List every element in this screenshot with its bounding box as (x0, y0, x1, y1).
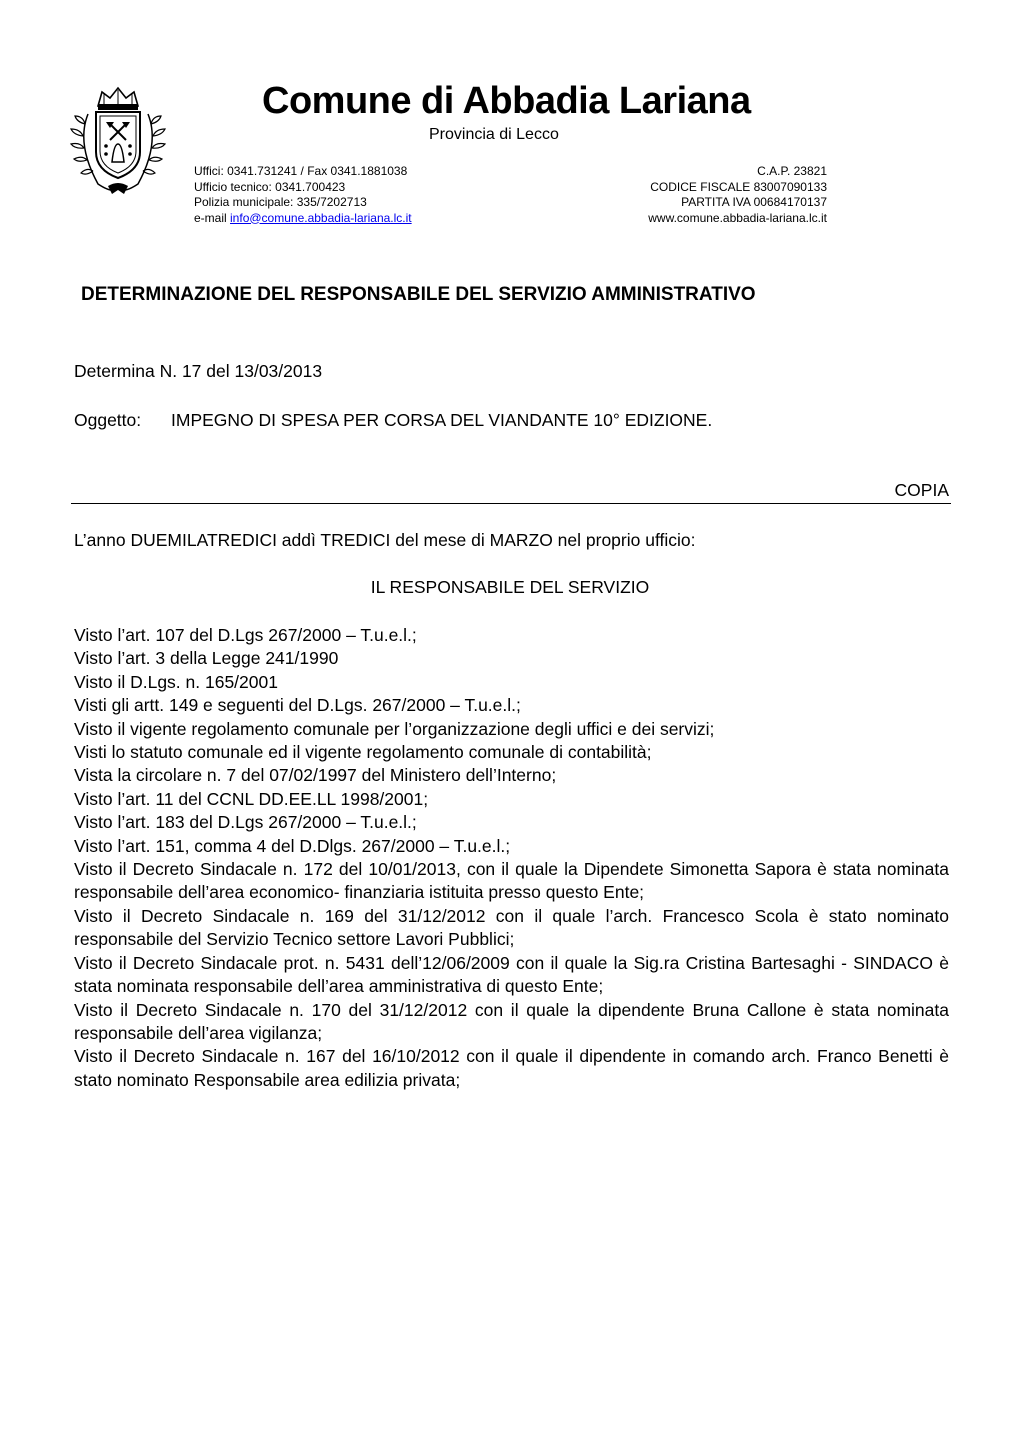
responsabile-heading: IL RESPONSABILE DEL SERVIZIO (370, 577, 650, 597)
oggetto-text: IMPEGNO DI SPESA PER CORSA DEL VIANDANTE 10° EDIZIONE. (171, 410, 713, 430)
email-line (194, 211, 412, 227)
list-item: Visto l’art. 11 del CCNL DD.EE.LL 1998/2001; (74, 788, 429, 809)
vat-text: PARTITA IVA 00684170137 (681, 195, 827, 209)
list-item: Visto il D.Lgs. n. 165/2001 (74, 671, 278, 692)
website-text: www.comune.abbadia-lariana.lc.it (648, 210, 827, 225)
municipality-title: Comune di Abbadia Lariana (262, 80, 751, 122)
intro-text: L’anno DUEMILATREDICI addì TREDICI del mese di MARZO nel proprio ufficio: (74, 530, 696, 550)
police-text: Polizia municipale: 335/7202713 (194, 195, 367, 209)
cap-text: C.A.P. 23821 (757, 164, 827, 178)
oggetto-line (74, 410, 712, 431)
list-item: Visto il Decreto Sindacale n. 170 del 31/12/2012 con il quale la dipendente Bruna Callone è stata nominata responsabile dell’area vigilanza; (74, 999, 949, 1043)
document-heading: DETERMINAZIONE DEL RESPONSABILE DEL SERVIZIO AMMINISTRATIVO (81, 284, 756, 305)
list-item: Visto l’art. 107 del D.Lgs 267/2000 – T.u.e.l.; (74, 625, 417, 645)
contact-row (194, 195, 827, 211)
visto-list (74, 624, 949, 1092)
list-item: Visto il Decreto Sindacale n. 169 del 31/12/2012 con il quale l’arch. Francesco Scola è stato nominato responsabile del Servizio Tecnico settore Lavori Pubblici; (74, 905, 949, 950)
tax-code-text: CODICE FISCALE 83007090133 (650, 179, 827, 194)
copia-label: COPIA (894, 480, 949, 500)
list-item: Visto l’art. 151, comma 4 del D.Dlgs. 267/2000 – T.u.e.l.; (74, 835, 511, 856)
list-item: Visto il Decreto Sindacale prot. n. 5431 dell’12/06/2009 con il quale la Sig.ra Cristina Bartesaghi - SINDACO è stata nominata responsabile dell’area amministrativa di questo Ente; (74, 952, 949, 997)
contact-row (194, 211, 827, 227)
technical-office-text: Ufficio tecnico: 0341.700423 (194, 179, 346, 194)
list-item: Visti lo statuto comunale ed il vigente regolamento comunale di contabilità; (74, 742, 652, 763)
phone-fax-text: Uffici: 0341.731241 / Fax 0341.1881038 (194, 164, 408, 178)
municipal-crest-icon (58, 84, 178, 204)
list-item: Visto il vigente regolamento comunale per l’organizzazione degli uffici e dei servizi; (74, 718, 715, 739)
province-label: Provincia di Lecco (429, 126, 559, 143)
contact-block (194, 164, 827, 226)
list-item: Visto l’art. 183 del D.Lgs 267/2000 – T.u.e.l.; (74, 812, 417, 833)
determina-number: Determina N. 17 del 13/03/2013 (74, 361, 323, 381)
list-item: Visto l’art. 3 della Legge 241/1990 (74, 648, 339, 669)
email-link[interactable]: info@comune.abbadia-lariana.lc.it (230, 210, 412, 225)
list-item: Vista la circolare n. 7 del 07/02/1997 del Ministero dell’Interno; (74, 765, 557, 786)
list-item: Visto il Decreto Sindacale n. 172 del 10/01/2013, con il quale la Dipendete Simonetta Sapora è stata nominata responsabile dell’area economico- finanziaria istituita presso questo Ente; (74, 859, 949, 903)
list-item: Visti gli artt. 149 e seguenti del D.Lgs. 267/2000 – T.u.e.l.; (74, 695, 521, 716)
contact-row (194, 180, 827, 196)
divider (71, 503, 951, 504)
contact-row (194, 164, 827, 180)
oggetto-label: Oggetto: (74, 410, 142, 430)
email-prefix: e-mail (194, 210, 231, 225)
list-item: Visto il Decreto Sindacale n. 167 del 16/10/2012 con il quale il dipendente in comando arch. Franco Benetti è stato nominato Responsabile area edilizia privata; (74, 1046, 949, 1090)
